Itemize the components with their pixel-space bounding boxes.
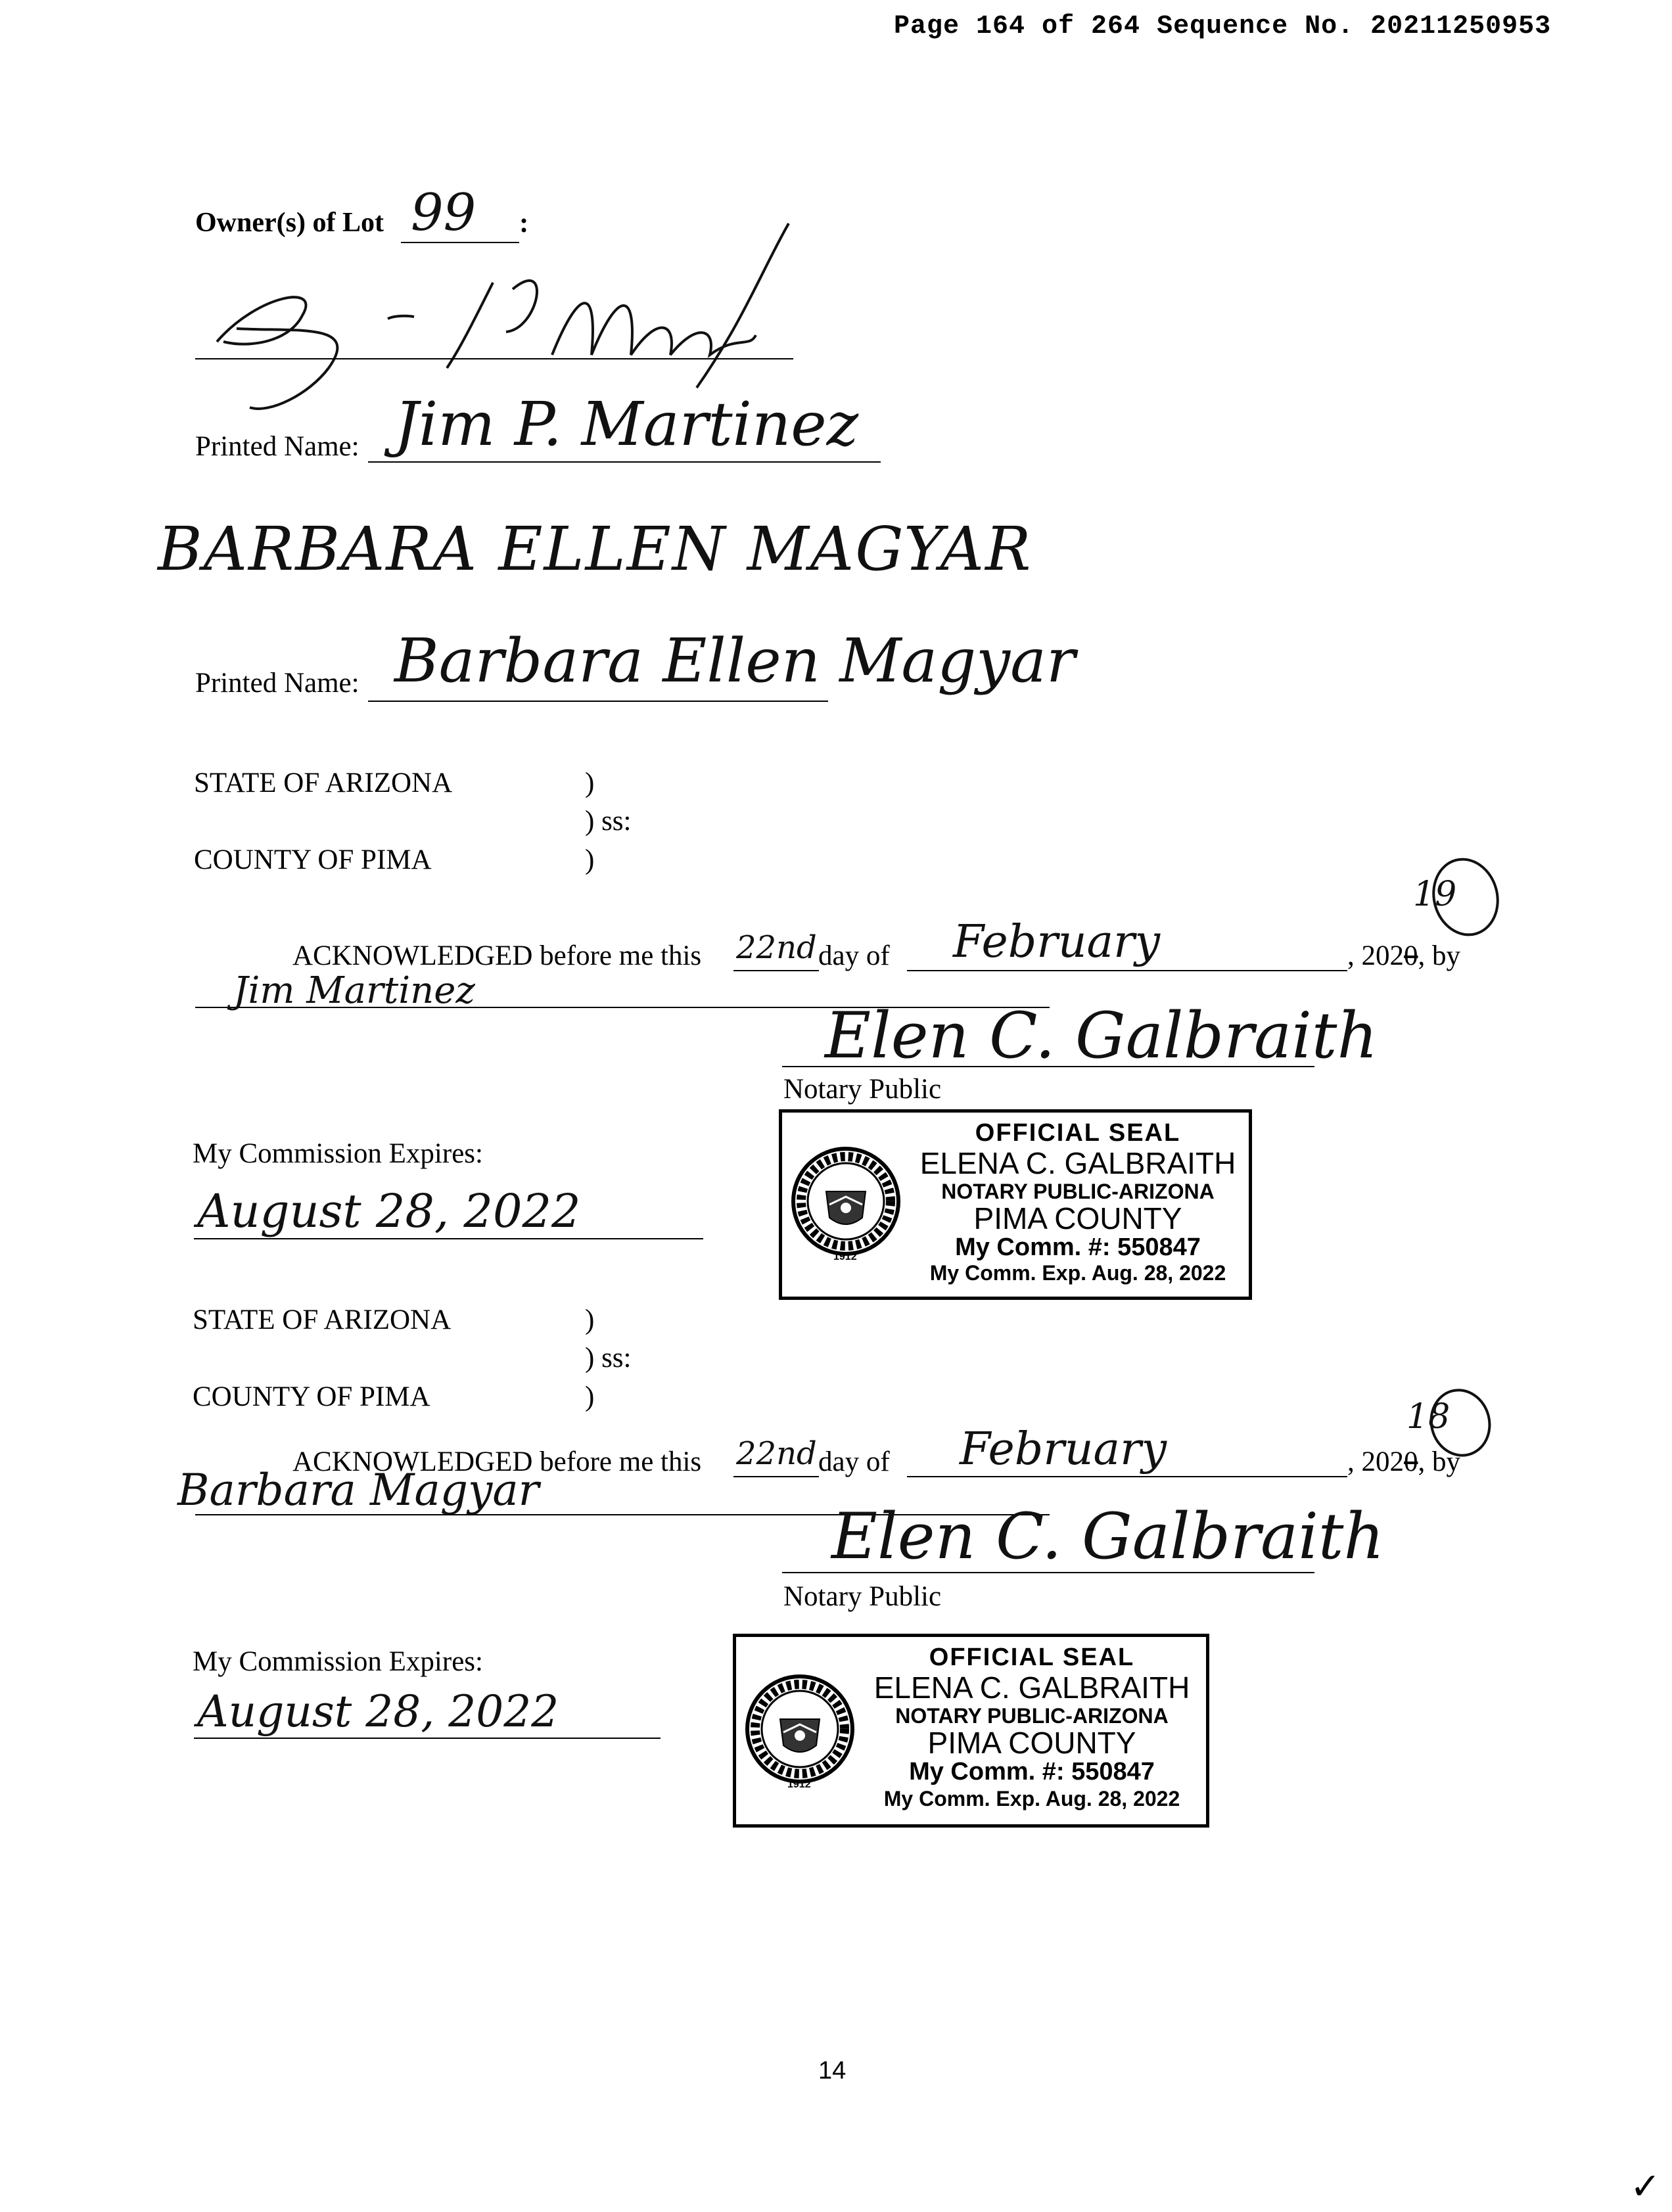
seal-1-year: 1912	[833, 1251, 857, 1262]
owner1-printed-name-line	[368, 461, 881, 463]
ack1-commission-line	[194, 1238, 703, 1239]
ack1-month-line	[907, 970, 1347, 971]
ack1-notary-line	[782, 1066, 1314, 1067]
venue1-state: STATE OF ARIZONA	[194, 768, 453, 798]
ack2-correction-circle	[1426, 1387, 1498, 1465]
venue1-paren-top: )	[585, 768, 595, 798]
ack2-commission-date: August 28, 2022	[197, 1686, 559, 1737]
checkmark-icon: ✓	[1630, 2165, 1661, 2208]
owner1-signature	[197, 217, 802, 414]
ack2-notary-signature: Elen C. Galbraith	[831, 1500, 1385, 1573]
owner2-signature: BARBARA ELLEN MAGYAR	[158, 514, 1033, 584]
ack1-commission-date: August 28, 2022	[197, 1184, 581, 1238]
notary-seal-1	[779, 1109, 1252, 1300]
ack1-correction-circle	[1429, 854, 1508, 940]
seal-1-county: PIMA COUNTY	[973, 1201, 1182, 1235]
ack2-year-correction: 18	[1406, 1397, 1451, 1437]
ack2-prefix: ACKNOWLEDGED before me this	[292, 1446, 702, 1477]
ack2-commission-label: My Commission Expires:	[193, 1646, 483, 1677]
seal-1-comm-no: My Comm. #: 550847	[955, 1233, 1201, 1261]
venue1-county: COUNTY OF PIMA	[194, 844, 432, 875]
ack2-month-line	[907, 1476, 1347, 1477]
ack1-notary-signature: Elen C. Galbraith	[825, 999, 1378, 1072]
seal-emblem-1	[790, 1145, 902, 1257]
venue2-paren-bottom: )	[585, 1381, 595, 1412]
ack1-prefix: ACKNOWLEDGED before me this	[292, 940, 702, 971]
ack2-day-of: day of	[818, 1446, 890, 1477]
venue1-paren-bottom: )	[585, 844, 595, 875]
venue2-ss: ) ss:	[585, 1343, 632, 1373]
ack2-notary-label: Notary Public	[783, 1581, 942, 1612]
ack1-day-line	[733, 970, 819, 971]
ack1-day-of: day of	[818, 940, 890, 971]
seal-emblem-2	[744, 1673, 856, 1785]
ack2-year-struck: 0	[1404, 1446, 1418, 1477]
owner2-printed-name-line	[368, 701, 828, 702]
ack1-commission-label: My Commission Expires:	[193, 1138, 483, 1169]
ack2-commission-line	[194, 1738, 661, 1739]
seal-2-comm-exp: My Comm. Exp. Aug. 28, 2022	[883, 1787, 1180, 1810]
venue2-paren-top: )	[585, 1304, 595, 1335]
ack1-year-correction: 19	[1413, 875, 1457, 914]
page-number: 14	[818, 2057, 847, 2085]
ack2-year-prefix: , 202	[1347, 1446, 1404, 1477]
venue2-state: STATE OF ARIZONA	[193, 1304, 452, 1335]
ack1-by: , by	[1418, 940, 1460, 971]
ack1-day: 22nd	[736, 929, 817, 966]
seal-1-title: OFFICIAL SEAL	[975, 1119, 1181, 1147]
lot-number: 99	[411, 183, 476, 242]
seal-2-title: OFFICIAL SEAL	[929, 1644, 1135, 1671]
ack1-month: February	[953, 916, 1160, 968]
owner2-printed-name-label: Printed Name:	[195, 668, 360, 699]
ack2-month: February	[960, 1423, 1167, 1475]
ack2-by: , by	[1418, 1446, 1460, 1477]
seal-2-year: 1912	[787, 1779, 811, 1790]
lot-label-prefix: Owner(s) of Lot	[195, 208, 384, 238]
seal-2-comm-no: My Comm. #: 550847	[909, 1758, 1155, 1786]
ack2-notary-line	[782, 1572, 1314, 1573]
ack2-day: 22nd	[736, 1435, 817, 1472]
seal-2-county: PIMA COUNTY	[927, 1726, 1136, 1760]
page-header: Page 164 of 264 Sequence No. 20211250953	[894, 12, 1552, 41]
notary-seal-2	[733, 1634, 1209, 1828]
ack1-year-prefix: , 202	[1347, 940, 1404, 971]
venue2-county: COUNTY OF PIMA	[193, 1381, 430, 1412]
seal-1-comm-exp: My Comm. Exp. Aug. 28, 2022	[929, 1261, 1226, 1285]
venue1-ss: ) ss:	[585, 806, 632, 837]
owner2-printed-name: Barbara Ellen Magyar	[394, 626, 1075, 696]
ack1-notary-label: Notary Public	[783, 1074, 942, 1105]
ack1-year-struck: 0	[1404, 940, 1418, 971]
owner1-printed-name-label: Printed Name:	[195, 431, 360, 462]
seal-2-subtitle: NOTARY PUBLIC-ARIZONA	[895, 1704, 1169, 1728]
ack1-year	[1347, 942, 1460, 970]
owner1-printed-name: Jim P. Martinez	[394, 389, 859, 459]
seal-1-name: ELENA C. GALBRAITH	[919, 1146, 1236, 1180]
owner1-signature-line	[195, 358, 793, 359]
ack1-person: Jim Martinez	[233, 969, 475, 1012]
ack2-person: Barbara Magyar	[177, 1465, 540, 1515]
ack2-day-line	[733, 1476, 819, 1477]
seal-1-subtitle: NOTARY PUBLIC-ARIZONA	[941, 1180, 1215, 1203]
seal-2-name: ELENA C. GALBRAITH	[873, 1671, 1190, 1705]
lot-label-suffix: :	[519, 208, 529, 239]
